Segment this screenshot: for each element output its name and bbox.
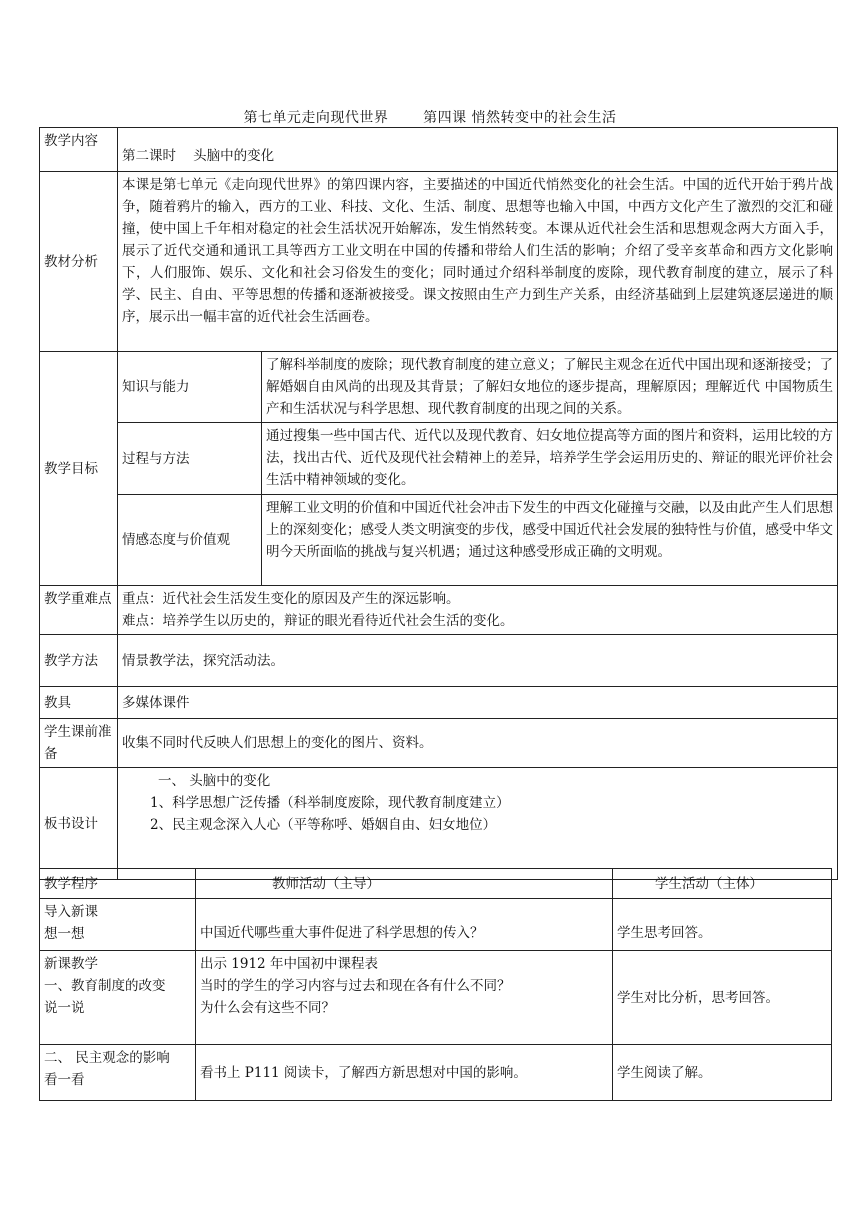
procedure-row [40, 1045, 832, 1101]
teacher-line: 中国近代哪些重大事件促进了科学思想的传入？ [200, 925, 484, 941]
difficulty-text: 难点：培养学生以历史的，辩证的眼光看待近代社会生活的变化。 [122, 613, 514, 629]
header-teacher: 教师活动（主导） [196, 869, 613, 899]
procedure-row [40, 899, 832, 951]
step-line: 一、教育制度的改变 [44, 978, 166, 994]
page-title [0, 107, 860, 127]
board-line: 1、科学思想广泛传播（科举制度废除，现代教育制度建立） [150, 795, 510, 811]
goal-row-knowledge [40, 352, 838, 423]
lesson-plan-table [39, 127, 838, 880]
teacher-activity [196, 951, 613, 1045]
procedure-step [40, 951, 196, 1045]
header-student: 学生活动（主体） [613, 869, 832, 899]
keypoints-label: 教学重难点 [40, 586, 118, 635]
teacher-activity [196, 1045, 613, 1101]
goals-label: 教学目标 [40, 352, 118, 586]
analysis-row [40, 172, 838, 352]
student-activity: 学生对比分析，思考回答。 [613, 951, 832, 1045]
student-activity: 学生思考回答。 [613, 899, 832, 951]
goal-text: 了解科举制度的废除；现代教育制度的建立意义；了解民主观念在近代中国出现和逐渐接受；了解婚姻自由风尚的出现及其背景；了解妇女地位的逐步提高，理解原因；理解近代 中国物质生产和生活状况与科学思想、现代教育制度的出现之间的关系。 [262, 352, 838, 423]
header-step: 教学程序 [40, 869, 196, 899]
teacher-line: 为什么会有这些不同？ [200, 1000, 335, 1016]
student-activity: 学生阅读了解。 [613, 1045, 832, 1101]
tools-row [40, 687, 838, 719]
goal-name: 过程与方法 [118, 423, 262, 495]
content-row [40, 128, 838, 172]
teacher-line: 当时的学生的学习内容与过去和现在各有什么不同？ [200, 978, 511, 994]
step-line: 二、 民主观念的影响 [44, 1050, 170, 1066]
goal-text: 理解工业文明的价值和中国近代社会冲击下发生的中西文化碰撞与交融，以及由此产生人们思想上的深刻变化；感受人类文明演变的步伐，感受中国近代社会发展的独特性与价值，感受中华文明今天所面临的挑战与复兴机遇；通过这种感受形成正确的文明观。 [262, 495, 838, 586]
prep-value: 收集不同时代反映人们思想上的变化的图片、资料。 [118, 719, 838, 768]
procedure-row [40, 951, 832, 1045]
procedure-step [40, 1045, 196, 1101]
teacher-line: 出示 1912 年中国初中课程表 [200, 956, 378, 972]
teacher-line: 看书上 P111 阅读卡，了解西方新思想对中国的影响。 [200, 1064, 527, 1081]
method-row [40, 635, 838, 687]
board-line: 2、民主观念深入人心（平等称呼、婚姻自由、妇女地位） [150, 817, 497, 833]
step-line: 看一看 [44, 1072, 85, 1088]
method-label: 教学方法 [40, 635, 118, 687]
board-value [118, 768, 838, 880]
procedure-table [39, 868, 832, 1101]
content-value: 第二课时 头脑中的变化 [118, 128, 838, 172]
board-row [40, 768, 838, 880]
unit-title: 第七单元走向现代世界 [243, 110, 389, 126]
goal-text: 通过搜集一些中国古代、近代以及现代教育、妇女地位提高等方面的图片和资料，运用比较的方法，找出古代、近代及现代社会精神上的差异，培养学生学会运用历史的、辩证的眼光评价社会生活中精神领域的变化。 [262, 423, 838, 495]
keypoints-value [118, 586, 838, 635]
prep-label: 学生课前准备 [40, 719, 118, 768]
goal-row-attitude [40, 495, 838, 586]
analysis-value: 本课是第七单元《走向现代世界》的第四课内容，主要描述的中国近代悄然变化的社会生活。中国的近代开始于鸦片战争，随着鸦片的输入，西方的工业、科技、文化、生活、制度、思想等也输入中国，中西方文化产生了激烈的交汇和碰撞，使中国上千年相对稳定的社会生活状况开始解冻，发生悄然转变。本课从近代社会生活和思想观念两大方面入手，展示了近代交通和通讯工具等西方工业文明在中国的传播和带给人们生活的影响；介绍了受辛亥革命和西方文化影响下，人们服饰、娱乐、文化和社会习俗发生的变化；同时通过介绍科举制度的废除，现代教育制度的建立，展示了科学、民主、自由、平等思想的传播和逐渐被接受。课文按照由生产力到生产关系，由经济基础到上层建筑逐层递进的顺序，展示出一幅丰富的近代社会生活画卷。 [118, 172, 838, 352]
content-label: 教学内容 [40, 128, 118, 172]
board-label: 板书设计 [40, 768, 118, 880]
goal-name: 情感态度与价值观 [118, 495, 262, 586]
method-value: 情景教学法，探究活动法。 [118, 635, 838, 687]
goal-row-process [40, 423, 838, 495]
focus-text: 重点：近代社会生活发生变化的原因及产生的深远影响。 [122, 591, 460, 607]
board-line: 一、 头脑中的变化 [158, 773, 271, 789]
tools-value: 多媒体课件 [118, 687, 838, 719]
analysis-label: 教材分析 [40, 172, 118, 352]
step-line: 新课教学 [44, 956, 98, 972]
tools-label: 教具 [40, 687, 118, 719]
step-line: 说一说 [44, 1000, 85, 1016]
goal-name: 知识与能力 [118, 352, 262, 423]
procedure-step [40, 899, 196, 951]
keypoints-row [40, 586, 838, 635]
lesson-title: 第四课 悄然转变中的社会生活 [423, 110, 617, 126]
step-line: 导入新课 [44, 904, 98, 920]
teacher-activity [196, 899, 613, 951]
prep-row [40, 719, 838, 768]
procedure-header-row [40, 869, 832, 899]
step-line: 想一想 [44, 926, 85, 942]
